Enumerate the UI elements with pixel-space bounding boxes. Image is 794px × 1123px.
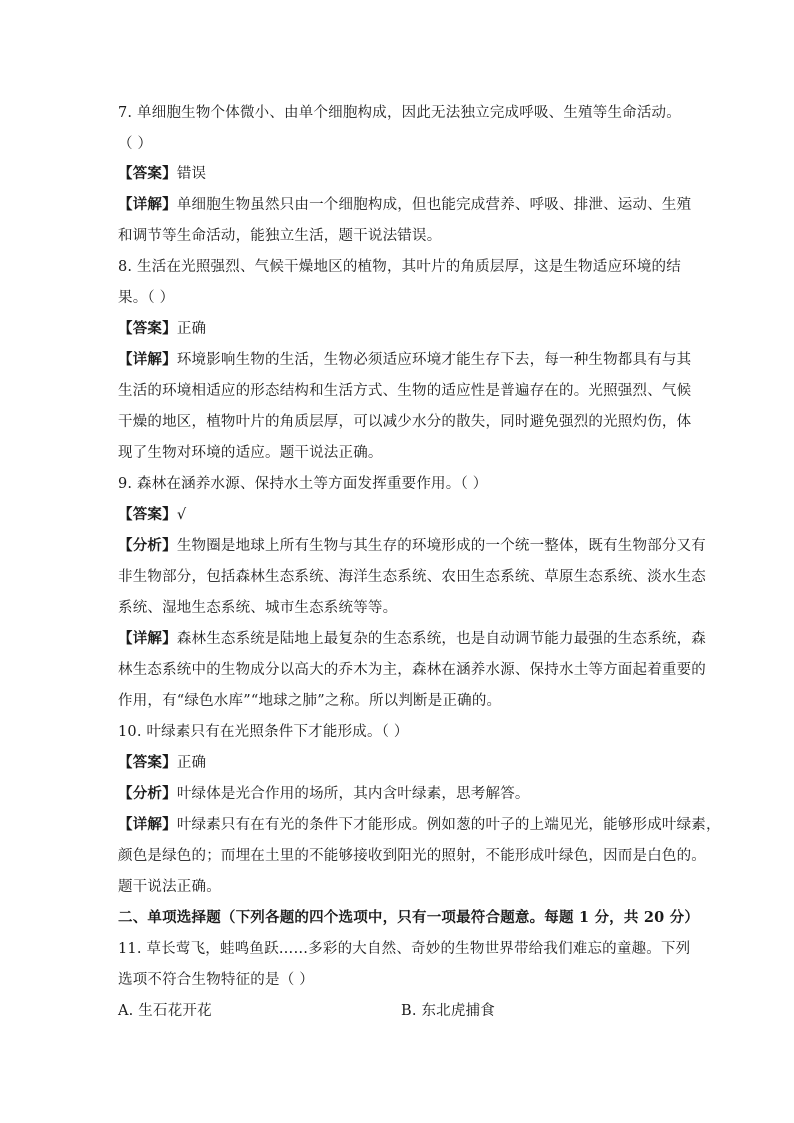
question-10-analysis xyxy=(118,784,530,804)
question-7-answer xyxy=(118,164,206,184)
answer-tag: 【答案】 xyxy=(118,165,177,182)
detail-tag: 【详解】 xyxy=(118,630,177,647)
answer-tag: 【答案】 xyxy=(118,320,177,337)
detail-text: 环境影响生物的生活，生物必须适应环境才能生存下去，每一种生物都具有与其 xyxy=(176,352,692,368)
question-8-detail-cont-1: 生活的环境相适应的形态结构和生活方式、生物的适应性是普遍存在的。光照强烈、气候 xyxy=(118,383,692,399)
analysis-text: 叶绿体是光合作用的场所，其内含叶绿素，思考解答。 xyxy=(176,786,530,802)
question-9-detail-cont-1: 林生态系统中的生物成分以高大的乔木为主，森林在涵养水源、保持水土等方面起着重要的 xyxy=(118,662,706,678)
section-heading: 二、单项选择题（下列各题的四个选项中，只有一项最符合题意。每题 1 分，共 20 分） xyxy=(118,909,700,926)
question-10-detail xyxy=(118,815,721,835)
question-8-detail xyxy=(118,350,691,370)
question-11-options-row xyxy=(118,1001,518,1021)
question-10-answer xyxy=(118,753,206,773)
detail-tag: 【详解】 xyxy=(118,196,177,213)
detail-text: 叶绿素只有在有光的条件下才能形成。例如葱的叶子的上端见光，能够形成叶绿素， xyxy=(176,817,721,833)
question-9-detail xyxy=(118,629,706,649)
answer-text: 错误 xyxy=(176,166,207,182)
question-8-detail-cont-3: 现了生物对环境的适应。题干说法正确。 xyxy=(118,445,383,461)
question-9-line-1: 9. 森林在涵养水源、保持水土等方面发挥重要作用。（ ） xyxy=(118,476,488,492)
question-8-detail-cont-2: 干燥的地区，植物叶片的角质层厚，可以减少水分的散失，同时避免强烈的光照灼伤，体 xyxy=(118,414,692,430)
question-8-line-2: 果。（ ） xyxy=(118,290,175,306)
question-11-line-1: 11. 草长莺飞，蛙鸣鱼跃……多彩的大自然、奇妙的生物世界带给我们难忘的童趣。下列 xyxy=(118,941,691,957)
question-10-line-1: 10. 叶绿素只有在光照条件下才能形成。（ ） xyxy=(118,724,409,740)
answer-text: 正确 xyxy=(176,755,207,771)
question-10-detail-cont-2: 题干说法正确。 xyxy=(118,879,221,895)
analysis-tag: 【分析】 xyxy=(118,785,177,802)
option-b: B. 东北虎捕食 xyxy=(401,1003,495,1019)
question-8-line-1: 8. 生活在光照强烈、气候干燥地区的植物，其叶片的角质层厚，这是生物适应环境的结 xyxy=(118,259,681,275)
answer-text: 正确 xyxy=(176,321,207,337)
answer-tag: 【答案】 xyxy=(118,754,177,771)
detail-tag: 【详解】 xyxy=(118,351,177,368)
question-9-analysis xyxy=(118,536,706,556)
question-7-line-1: 7. 单细胞生物个体微小、由单个细胞构成，因此无法独立完成呼吸、生殖等生命活动。 xyxy=(118,105,681,121)
question-7-detail xyxy=(118,195,691,215)
question-7-bracket: （ ） xyxy=(118,136,153,152)
question-9-answer xyxy=(118,505,186,525)
question-9-analysis-cont-1: 非生物部分，包括森林生态系统、海洋生态系统、农田生态系统、草原生态系统、淡水生态 xyxy=(118,569,706,585)
analysis-text: 生物圈是地球上所有生物与其生存的环境形成的一个统一整体，既有生物部分又有 xyxy=(176,538,707,554)
question-7-detail-cont: 和调节等生命活动，能独立生活，题干说法错误。 xyxy=(118,228,442,244)
question-9-analysis-cont-2: 系统、湿地生态系统、城市生态系统等等。 xyxy=(118,600,398,616)
question-11-line-2: 选项不符合生物特征的是（ ） xyxy=(118,972,314,988)
answer-tag: 【答案】 xyxy=(118,506,177,523)
analysis-tag: 【分析】 xyxy=(118,537,177,554)
question-10-detail-cont-1: 颜色是绿色的；而埋在土里的不能够接收到阳光的照射，不能形成叶绿色，因而是白色的。 xyxy=(118,848,706,864)
detail-text: 单细胞生物虽然只由一个细胞构成，但也能完成营养、呼吸、排泄、运动、生殖 xyxy=(176,197,692,213)
option-a: A. 生石花开花 xyxy=(118,1003,212,1019)
detail-text: 森林生态系统是陆地上最复杂的生态系统，也是自动调节能力最强的生态系统，森 xyxy=(176,631,707,647)
detail-tag: 【详解】 xyxy=(118,816,177,833)
answer-text: √ xyxy=(176,507,187,523)
question-9-detail-cont-2: 作用，有“绿色水库”“地球之肺”之称。所以判断是正确的。 xyxy=(118,693,502,709)
question-8-answer xyxy=(118,319,206,339)
